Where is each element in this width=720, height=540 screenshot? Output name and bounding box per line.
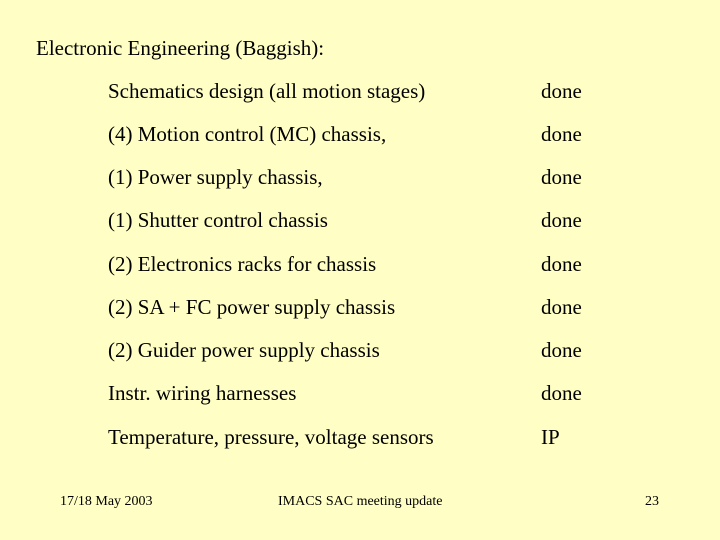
task-name: (2) Guider power supply chassis bbox=[108, 338, 380, 362]
footer-date: 17/18 May 2003 bbox=[60, 494, 153, 509]
task-status: done bbox=[541, 338, 582, 362]
slide-title: Electronic Engineering (Baggish): bbox=[36, 36, 325, 60]
task-name: Instr. wiring harnesses bbox=[108, 381, 297, 405]
task-status: done bbox=[541, 122, 582, 146]
task-status: IP bbox=[541, 425, 560, 449]
task-row bbox=[0, 425, 720, 455]
slide-number: 23 bbox=[645, 494, 659, 509]
task-row bbox=[0, 381, 720, 411]
task-status: done bbox=[541, 165, 582, 189]
task-row bbox=[0, 79, 720, 109]
task-row bbox=[0, 208, 720, 238]
task-name: (2) SA + FC power supply chassis bbox=[108, 295, 396, 319]
task-name: (2) Electronics racks for chassis bbox=[108, 252, 377, 276]
task-name: (1) Power supply chassis, bbox=[108, 165, 323, 189]
task-status: done bbox=[541, 252, 582, 276]
task-name: Schematics design (all motion stages) bbox=[108, 79, 426, 103]
task-row bbox=[0, 122, 720, 152]
task-row bbox=[0, 338, 720, 368]
task-row bbox=[0, 165, 720, 195]
task-name: (1) Shutter control chassis bbox=[108, 208, 328, 232]
task-name: (4) Motion control (MC) chassis, bbox=[108, 122, 387, 146]
task-status: done bbox=[541, 208, 582, 232]
task-row bbox=[0, 295, 720, 325]
task-name: Temperature, pressure, voltage sensors bbox=[108, 425, 434, 449]
task-row bbox=[0, 252, 720, 282]
task-status: done bbox=[541, 295, 582, 319]
footer-event-title: IMACS SAC meeting update bbox=[278, 494, 443, 509]
task-status: done bbox=[541, 381, 582, 405]
task-status: done bbox=[541, 79, 582, 103]
